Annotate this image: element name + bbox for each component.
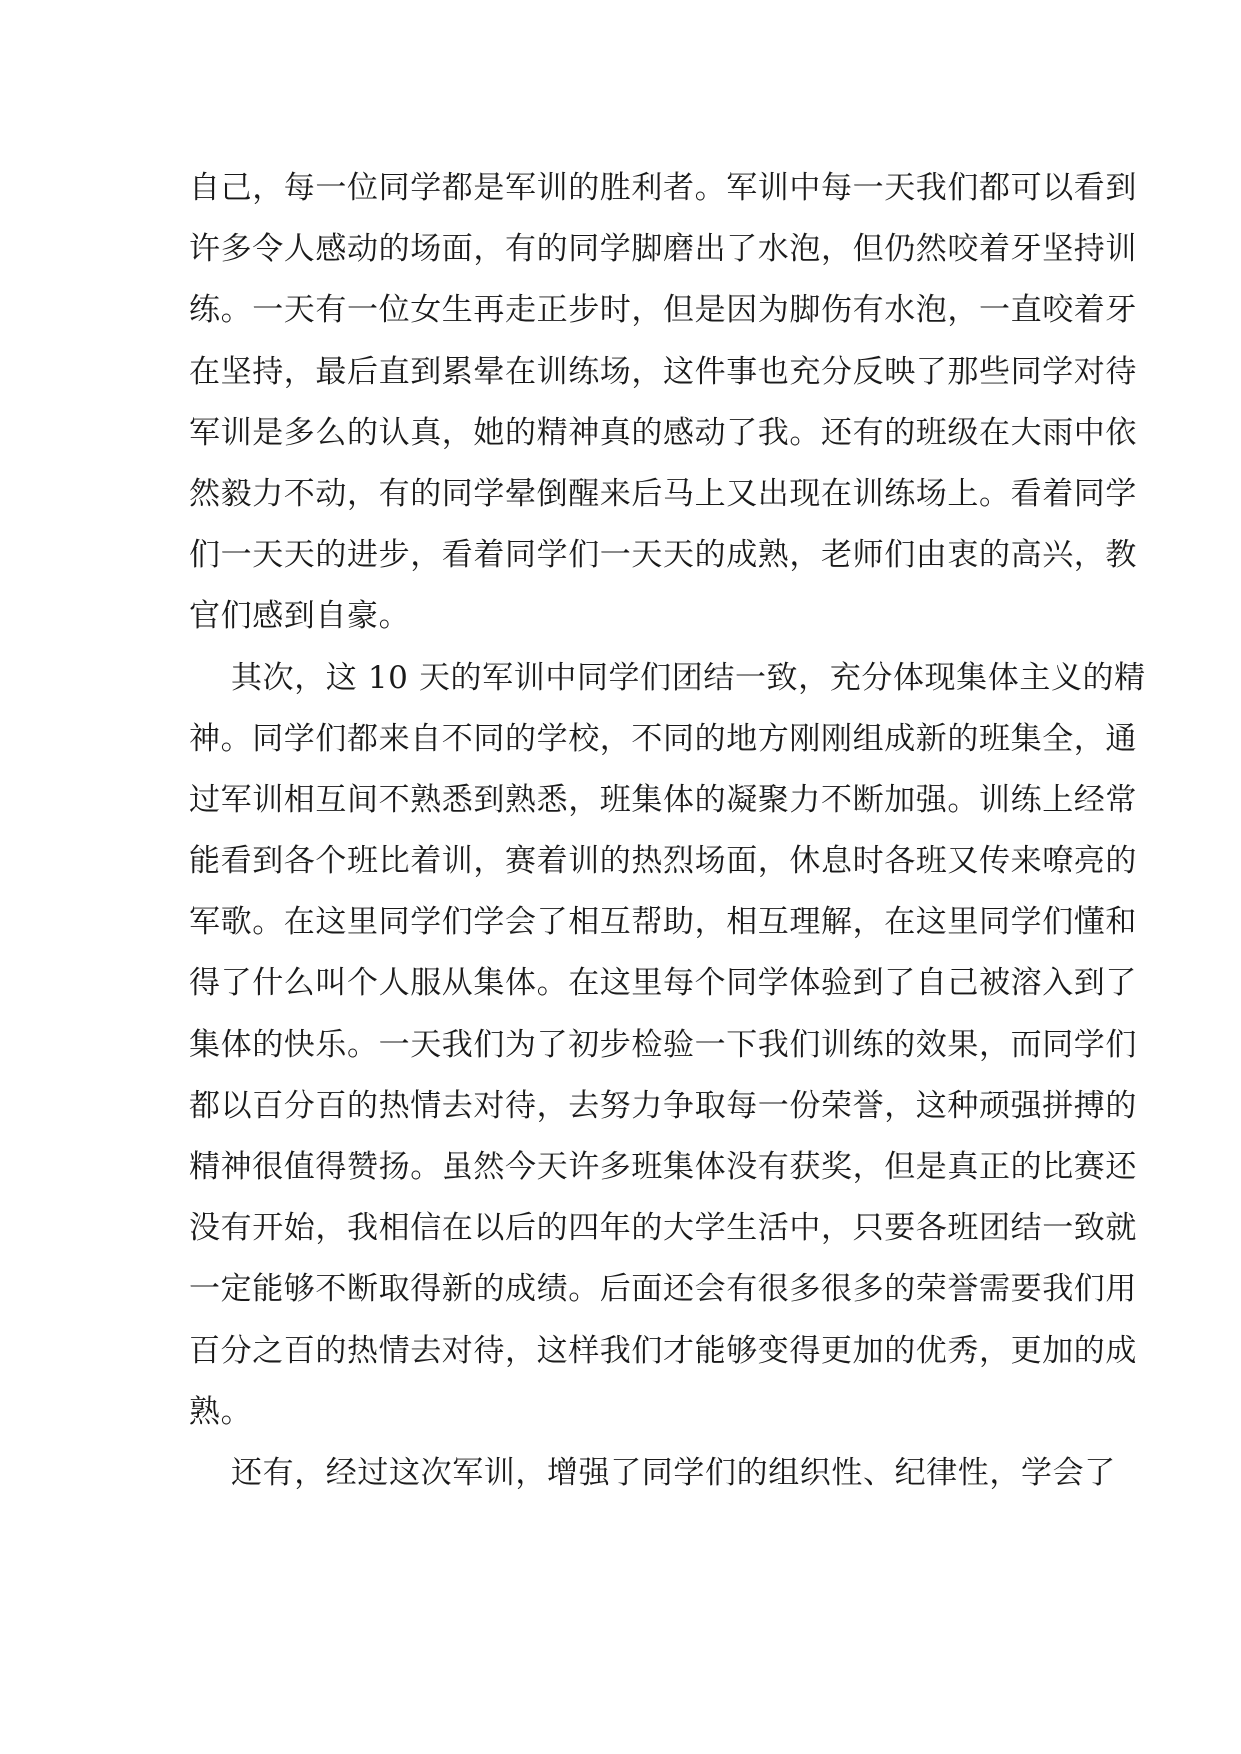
paragraph-start-line: 其次，这 10 天的军训中同学们团结一致，充分体现集体主义的精 — [231, 659, 1146, 696]
text-line: 军歌。在这里同学们学会了相互帮助，相互理解，在这里同学们懂和 — [189, 904, 1137, 941]
text-line: 们一天天的进步，看着同学们一天天的成熟，老师们由衷的高兴，教 — [189, 537, 1137, 574]
text-line: 自己，每一位同学都是军训的胜利者。军训中每一天我们都可以看到 — [189, 170, 1137, 206]
text-line: 过军训相互间不熟悉到熟悉，班集体的凝聚力不断加强。训练上经常 — [189, 781, 1137, 818]
text-line: 熟。 — [189, 1393, 253, 1430]
text-line: 在坚持，最后直到累晕在训练场，这件事也充分反映了那些同学对待 — [189, 353, 1137, 390]
text-line: 然毅力不动，有的同学晕倒醒来后马上又出现在训练场上。看着同学 — [189, 475, 1137, 512]
text-line: 官们感到自豪。 — [189, 598, 411, 635]
body-text — [189, 158, 1146, 1504]
text-line: 百分之百的热情去对待，这样我们才能够变得更加的优秀，更加的成 — [189, 1332, 1137, 1369]
text-line: 集体的快乐。一天我们为了初步检验一下我们训练的效果，而同学们 — [189, 1026, 1137, 1063]
text-line: 一定能够不断取得新的成绩。后面还会有很多很多的荣誉需要我们用 — [189, 1271, 1137, 1308]
text-line: 没有开始，我相信在以后的四年的大学生活中，只要各班团结一致就 — [189, 1210, 1137, 1247]
text-line: 得了什么叫个人服从集体。在这里每个同学体验到了自己被溶入到了 — [189, 965, 1137, 1002]
text-line: 神。同学们都来自不同的学校，不同的地方刚刚组成新的班集全，通 — [189, 720, 1137, 757]
text-line: 练。一天有一位女生再走正步时，但是因为脚伤有水泡，一直咬着牙 — [189, 292, 1137, 329]
text-line: 能看到各个班比着训，赛着训的热烈场面，休息时各班又传来嘹亮的 — [189, 843, 1137, 880]
text-line: 精神很值得赞扬。虽然今天许多班集体没有获奖，但是真正的比赛还 — [189, 1149, 1137, 1185]
paragraph-start-line: 还有，经过这次军训，增强了同学们的组织性、纪律性，学会了 — [231, 1454, 1116, 1491]
text-line: 军训是多么的认真，她的精神真的感动了我。还有的班级在大雨中依 — [189, 414, 1137, 451]
text-line: 都以百分百的热情去对待，去努力争取每一份荣誉，这种顽强拼搏的 — [189, 1087, 1137, 1124]
text-line: 许多令人感动的场面，有的同学脚磨出了水泡，但仍然咬着牙坚持训 — [189, 231, 1137, 268]
